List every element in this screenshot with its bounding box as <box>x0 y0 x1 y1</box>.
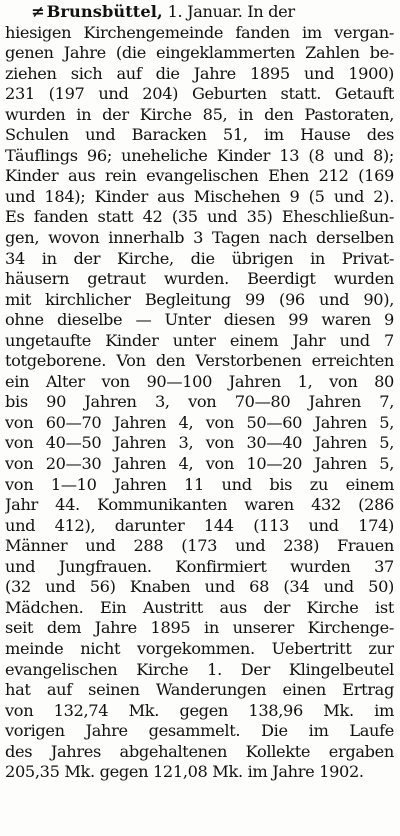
article-line <box>5 2 394 23</box>
article-line: Mädchen. Ein Austritt aus der Kirche ist <box>5 597 394 617</box>
article-line: Männer und 288 (173 und 238) Frauen <box>5 536 394 556</box>
article-line: häusern getraut wurden. Beerdigt wurden <box>5 269 394 289</box>
article-line: wurden in der Kirche 85, in den Pastoraten, <box>5 104 394 124</box>
article-line: bis 90 Jahren 3, von 70—80 Jahren 7, <box>5 392 394 412</box>
article-body <box>5 2 394 783</box>
article-line: 34 in der Kirche, die übrigen in Privat- <box>5 248 394 268</box>
article-line: von 40—50 Jahren 3, von 30—40 Jahren 5, <box>5 433 394 453</box>
article-line: des Jahres abgehaltenen Kollekte ergaben <box>5 741 394 761</box>
article-line: gen, wovon innerhalb 3 Tagen nach derselben <box>5 228 394 248</box>
article-line: 205,35 Mk. gegen 121,08 Mk. im Jahre 1902. <box>5 762 364 782</box>
article-line: von 132,74 Mk. gegen 138,96 Mk. im <box>5 700 394 720</box>
article-line: hiesigen Kirchengemeinde fanden im vergan- <box>5 22 394 42</box>
article-line: vorigen Jahre gesammelt. Die im Laufe <box>5 721 394 741</box>
article-line: seit dem Jahre 1895 in unserer Kirchenge- <box>5 618 394 638</box>
article-line: ziehen sich auf die Jahre 1895 und 1900) <box>5 63 394 83</box>
article-line: Es fanden statt 42 (35 und 35) Eheschließun- <box>5 207 394 227</box>
article-line: 231 (197 und 204) Geburten statt. Getauft <box>5 84 394 104</box>
article-line: Jahr 44. Kommunikanten waren 432 (286 <box>5 495 394 515</box>
place-heading: Brunsbüttel, <box>46 2 163 21</box>
article-line: hat auf seinen Wanderungen einen Ertrag <box>5 680 394 700</box>
article-line: totgeborene. Von den Verstorbenen erreichten <box>5 351 394 371</box>
article-line: Kinder aus rein evangelischen Ehen 212 (169 <box>5 166 394 186</box>
article-line: Täuflings 96; uneheliche Kinder 13 (8 und 8); <box>5 145 394 165</box>
article-line: mit kirchlicher Begleitung 99 (96 und 90), <box>5 289 394 309</box>
article-line: genen Jahre (die eingeklammerten Zahlen be- <box>5 43 394 63</box>
article-line: ungetaufte Kinder unter einem Jahr und 7 <box>5 330 394 350</box>
article-line: von 60—70 Jahren 4, von 50—60 Jahren 5, <box>5 412 394 432</box>
article-line: und 184); Kinder aus Mischehen 9 (5 und 2). <box>5 186 394 206</box>
article-line: evangelischen Kirche 1. Der Klingelbeutel <box>5 659 394 679</box>
article-line: von 1—10 Jahren 11 und bis zu einem <box>5 474 394 494</box>
article-line: ein Alter von 90—100 Jahren 1, von 80 <box>5 371 394 391</box>
article-line: von 20—30 Jahren 4, von 10—20 Jahren 5, <box>5 454 394 474</box>
article-line: ohne dieselbe — Unter diesen 99 waren 9 <box>5 310 394 330</box>
article-line: (32 und 56) Knaben und 68 (34 und 50) <box>5 577 394 597</box>
article-line: und 412), darunter 144 (113 und 174) <box>5 515 394 535</box>
section-marker: ≠ <box>31 2 43 21</box>
article-line: meinde nicht vorgekommen. Uebertritt zur <box>5 638 394 658</box>
article-line: und Jungfrauen. Konfirmiert wurden 37 <box>5 556 394 576</box>
dateline: 1. Januar. In der <box>162 2 295 21</box>
article-line: Schulen und Baracken 51, im Hause des <box>5 125 394 145</box>
